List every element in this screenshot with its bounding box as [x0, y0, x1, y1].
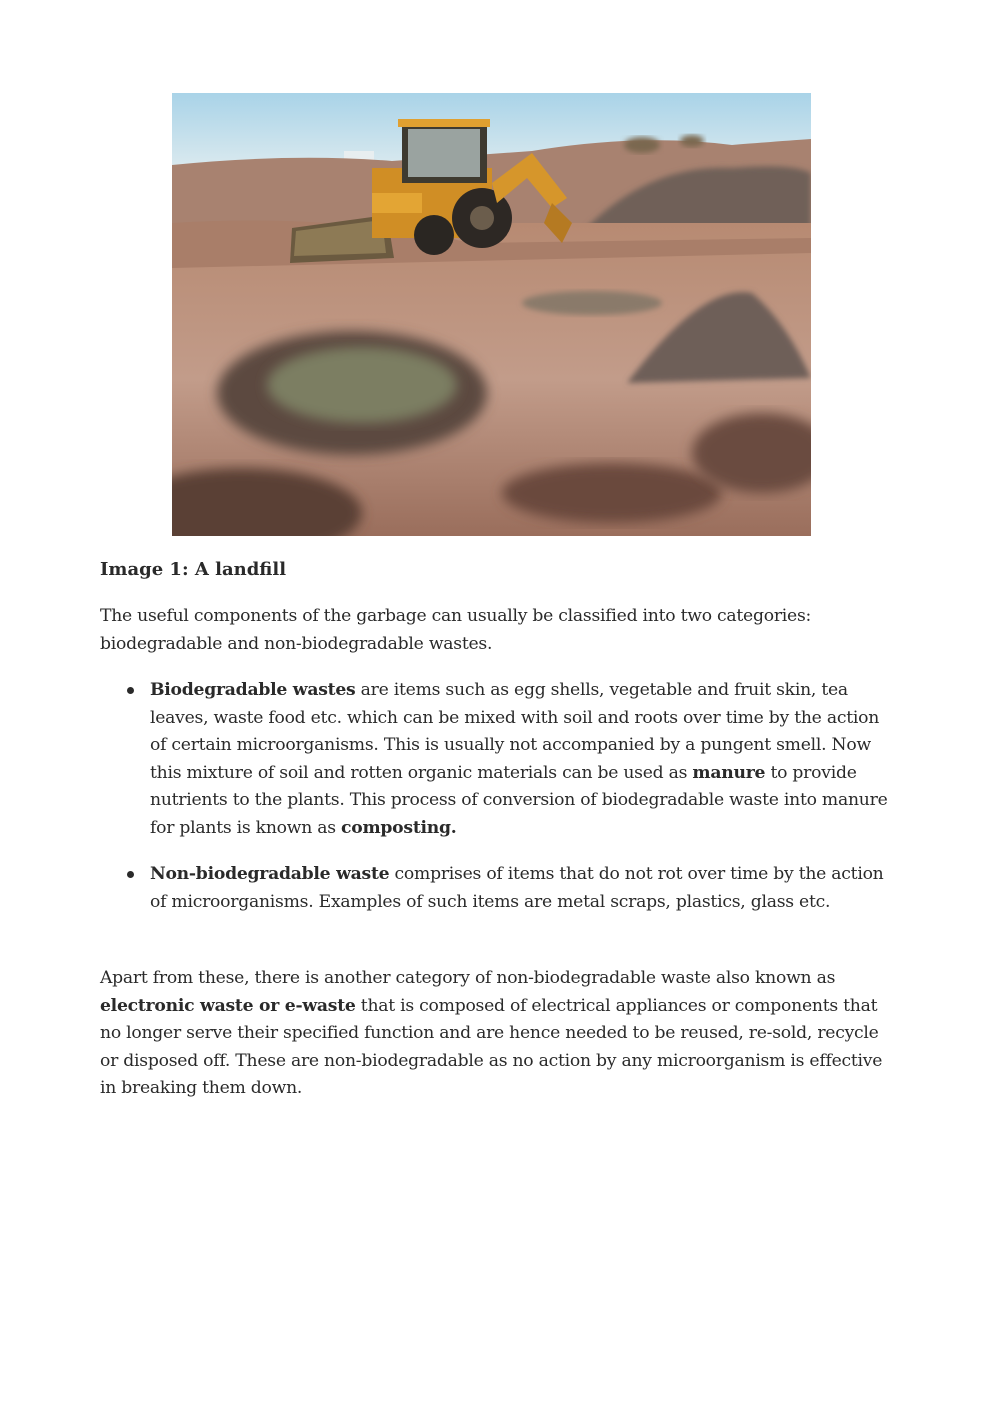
- term-ewaste: electronic waste or e-waste: [100, 995, 356, 1016]
- figure-caption: Image 1: A landfill: [100, 559, 287, 580]
- intro-line-2: biodegradable and non-biodegradable wastes.: [100, 633, 493, 654]
- term-biodegradable: Biodegradable wastes: [150, 680, 356, 700]
- intro-line-1: The useful components of the garbage can usually be classified into two categories:: [100, 606, 812, 626]
- ewaste-text-2: that is composed of electrical appliances or components that no longer serve their specified function and are hence needed to be reused, re-sold, recycle or disposed off. These are non-biodegradable as no action by any microorganism is effective in breaking them down.: [100, 995, 883, 1098]
- term-composting: composting.: [341, 817, 457, 838]
- biodegradable-text-1: are items such as egg shells, vegetable and fruit skin, tea leaves, waste food etc. which can be mixed with soil and roots over time by the action of certain microorganisms. This is usually not accompanied by a pungent smell. Now this mixture of soil and rotten organic materials can be used as: [150, 680, 880, 783]
- intro-paragraph: [100, 603, 890, 658]
- term-non-biodegradable: Non-biodegradable waste: [150, 864, 390, 884]
- waste-category-list: [100, 677, 890, 935]
- landfill-photo: [172, 93, 811, 536]
- non-biodegradable-text: comprises of items that do not rot over time by the action of microorganisms. Examples of such items are metal scraps, plastics, glass etc.: [150, 864, 884, 912]
- landfill-illustration: [172, 93, 811, 536]
- bullet-icon: [127, 871, 134, 878]
- ewaste-paragraph: [100, 965, 890, 1103]
- list-item: [100, 677, 890, 842]
- list-item: [100, 861, 890, 916]
- bullet-icon: [127, 687, 134, 694]
- ewaste-text-1: Apart from these, there is another category of non-biodegradable waste also known as: [100, 968, 836, 988]
- biodegradable-text-2: to provide nutrients to the plants. This process of conversion of biodegradable waste into manure for plants is known as: [150, 762, 888, 838]
- term-manure: manure: [692, 762, 766, 783]
